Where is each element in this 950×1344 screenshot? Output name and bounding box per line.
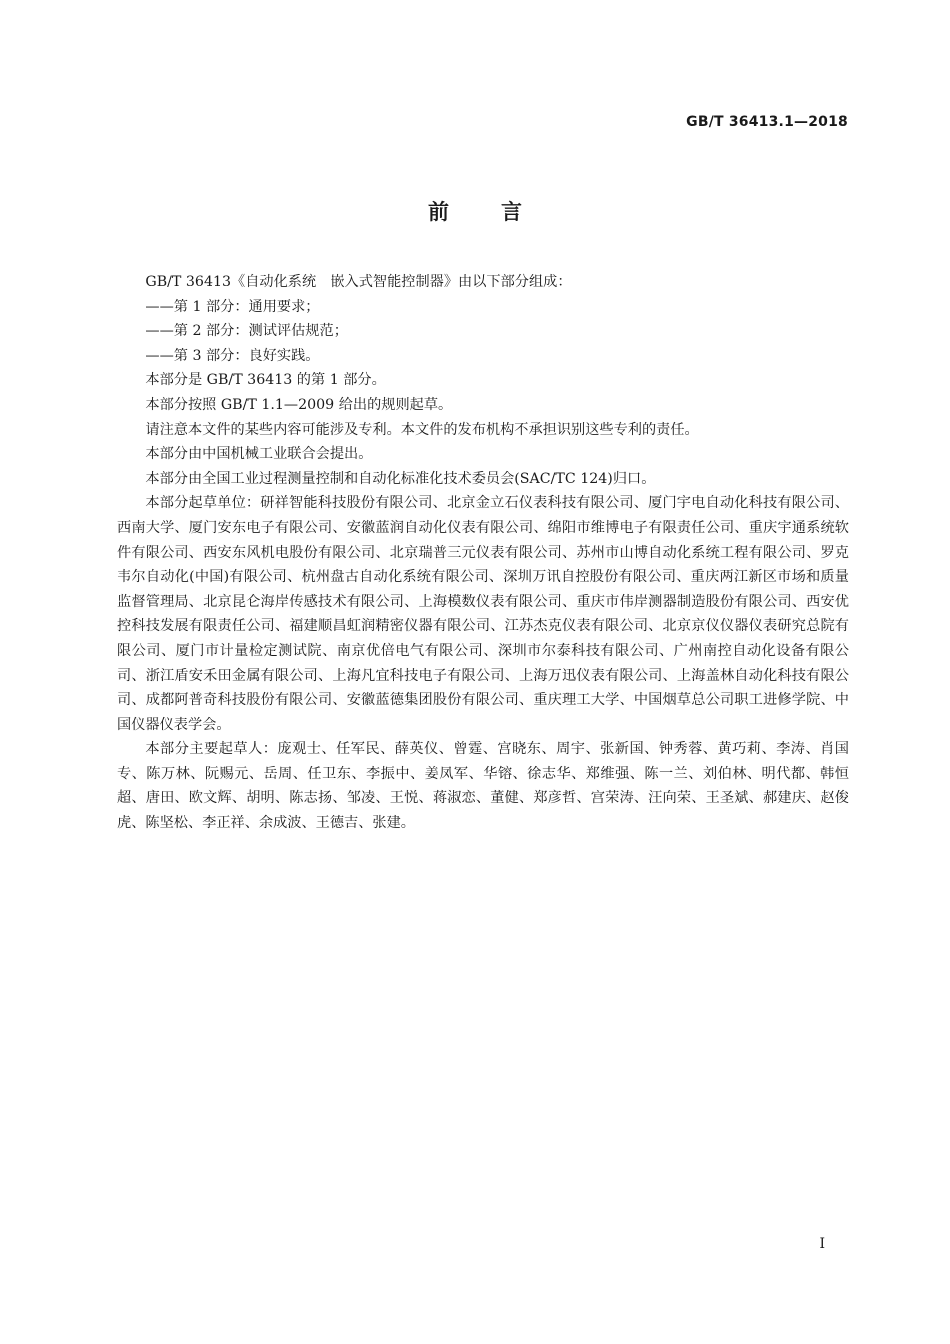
paragraph-drafting-rules: 本部分按照 GB/T 1.1—2009 给出的规则起草。 <box>145 396 453 413</box>
page-title: 前言 <box>428 200 574 224</box>
paragraph-proposed-by: 本部分由中国机械工业联合会提出。 <box>145 446 373 463</box>
paragraph-patent-notice: 请注意本文件的某些内容可能涉及专利。本文件的发布机构不承担识别这些专利的责任。 <box>145 421 699 438</box>
list-item-part-1: ——第 1 部分：通用要求； <box>145 298 320 315</box>
list-item-part-3: ——第 3 部分：良好实践。 <box>145 347 320 364</box>
paragraph-drafting-units: 本部分起草单位：研祥智能科技股份有限公司、北京金立石仪表科技有限公司、厦门宇电自动化科技有限公司、西南大学、厦门安东电子有限公司、安徽蓝润自动化仪表有限公司、绵阳市维博电子有限责任公司、重庆宇通系统软件有限公司、西安东风机电股份有限公司、北京瑞普三元仪表有限公司、苏州市山博自动化系统工程有限公司、罗克韦尔自动化(中国)有限公司、杭州盘古自动化系统有限公司、深圳万讯自控股份有限公司、重庆两江新区市场和质量监督管理局、北京昆仑海岸传感技术有限公司、上海模数仪表有限公司、重庆市伟岸测器制造股份有限公司、西安优控科技发展有限责任公司、福建顺昌虹润精密仪器有限公司、江苏杰克仪表有限公司、北京京仪仪器仪表研究总院有限公司、厦门市计量检定测试院、南京优倍电气有限公司、深圳市尔泰科技有限公司、广州南控自动化设备有限公司、浙江盾安禾田金属有限公司、上海凡宜科技电子有限公司、上海万迅仪表有限公司、上海盖林自动化科技有限公司、成都阿普奇科技股份有限公司、安徽蓝德集团股份有限公司、重庆理工大学、中国烟草总公司职工进修学院、中国仪器仪表学会。 <box>117 495 849 733</box>
paragraph-composition: GB/T 36413《自动化系统 嵌入式智能控制器》由以下部分组成： <box>145 274 572 290</box>
paragraph-drafters: 本部分主要起草人：庞观士、任军民、薛英仪、曾霆、宫晓东、周宇、张新国、钟秀蓉、黄巧莉、李涛、肖国专、陈万林、阮赐元、岳周、任卫东、李振中、姜凤军、华镕、徐志华、郑维强、陈一兰、刘伯林、明代都、韩恒超、唐田、欧文辉、胡明、陈志扬、邹凌、王悦、蒋淑恋、董健、郑彦哲、宫荣涛、汪向荣、王圣斌、郝建庆、赵俊虎、陈坚松、李正祥、余成波、王德吉、张建。 <box>117 741 849 832</box>
paragraph-centralized-by: 本部分由全国工业过程测量控制和自动化标准化技术委员会(SAC/TC 124)归口。 <box>145 470 656 487</box>
paragraph-part-of: 本部分是 GB/T 36413 的第 1 部分。 <box>145 372 386 389</box>
document-body <box>117 270 849 836</box>
page-number: I <box>819 1236 825 1252</box>
list-item-part-2: ——第 2 部分：测试评估规范； <box>145 323 348 340</box>
standard-code: GB/T 36413.1—2018 <box>686 114 848 130</box>
